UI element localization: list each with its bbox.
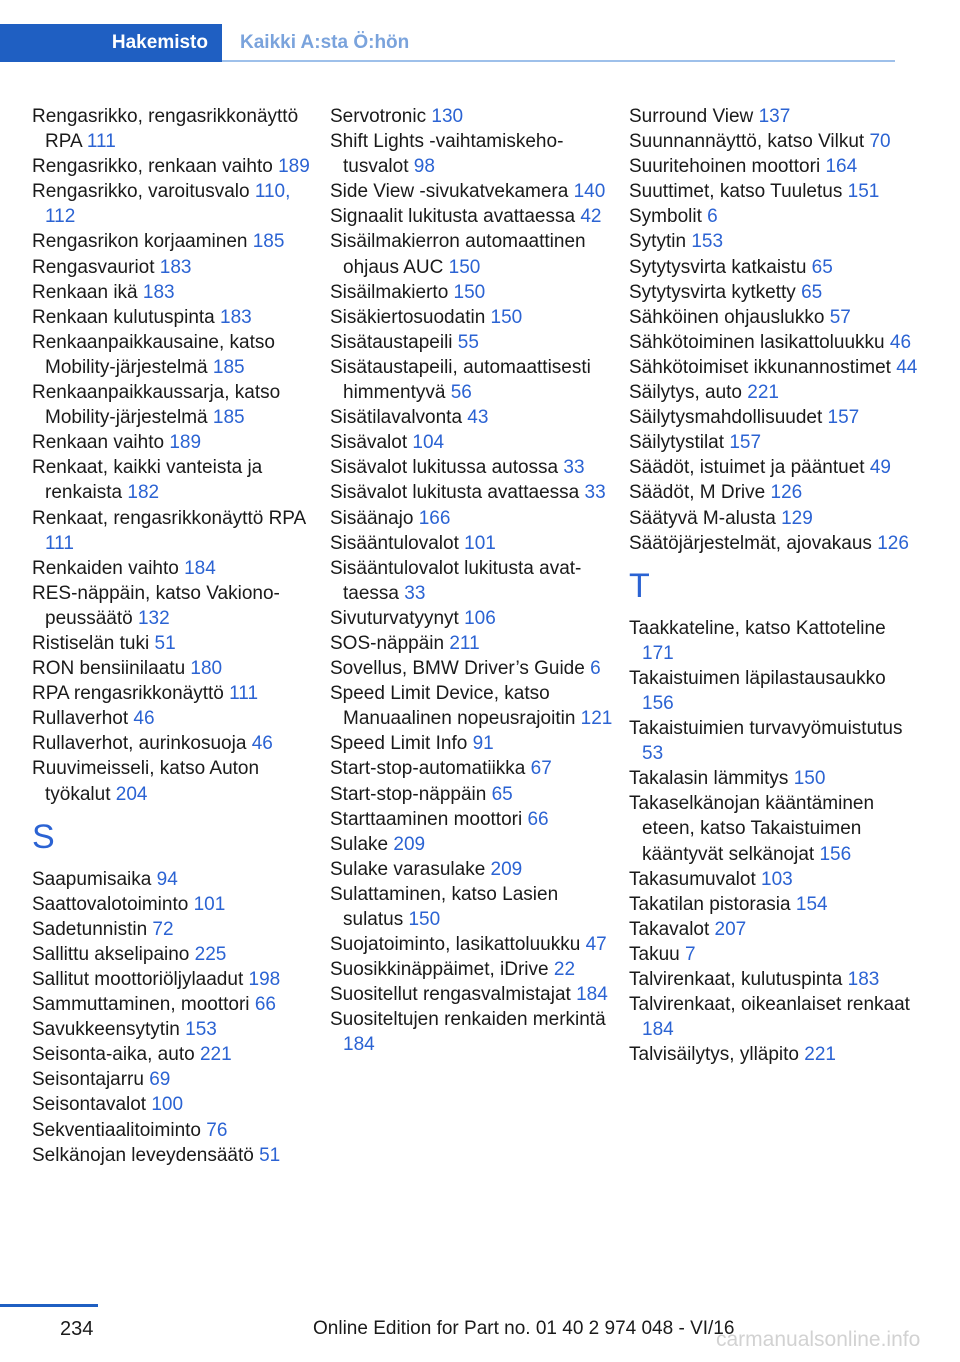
index-entry-page-link[interactable]: 22 — [553, 959, 576, 981]
index-entry-term: Saattovalotoiminto — [32, 893, 194, 915]
index-entry — [629, 104, 919, 129]
index-entry-term: Rengasrikko, rengasrikkonäyttö RPA — [32, 106, 299, 153]
index-entry — [330, 506, 620, 531]
index-entry — [629, 405, 919, 430]
index-entry-page-link[interactable]: 171 — [642, 642, 674, 664]
index-entry-page-link[interactable]: 6 — [707, 206, 718, 228]
index-entry-term: Selkänojan leveydensäätö — [32, 1144, 260, 1166]
index-entry-term: Säätöjärjestelmät, ajovakaus — [629, 532, 878, 554]
index-entry-term: Shift Lights -vaihtamiskehotusvalot — [330, 131, 564, 178]
index-entry-term: Sallitut moottoriöljylaadut — [32, 969, 249, 990]
index-entry-page-link[interactable]: 198 — [248, 969, 281, 990]
index-entry — [32, 1143, 322, 1168]
index-entry — [330, 957, 620, 982]
index-entry-page-link[interactable]: 111 — [86, 131, 116, 153]
index-entry-page-link[interactable]: 101 — [193, 893, 226, 915]
index-entry-page-link[interactable]: 153 — [185, 1019, 217, 1041]
index-entry-page-link[interactable]: 157 — [827, 407, 860, 429]
index-entry-page-link[interactable]: 150 — [448, 256, 481, 278]
index-entry — [629, 154, 919, 179]
index-entry — [32, 656, 322, 681]
index-entry — [330, 179, 620, 204]
index-entry-term: Renkaan ikä — [32, 281, 143, 303]
index-entry-term: Signaalit lukitusta avattaessa — [330, 206, 581, 228]
index-entry-page-link[interactable]: 182 — [127, 482, 160, 504]
index-entry — [330, 681, 620, 731]
index-entry-page-link[interactable]: 111 — [45, 532, 74, 554]
index-entry-page-link[interactable]: 111 — [229, 683, 259, 705]
index-entry-term: Sulake varasulake — [330, 858, 491, 880]
index-entry — [32, 992, 322, 1017]
index-entry — [32, 506, 322, 556]
index-entry-page-link[interactable]: 151 — [847, 181, 880, 203]
index-entry-page-link[interactable]: 129 — [781, 507, 813, 529]
index-entry-page-link[interactable]: 207 — [714, 918, 747, 940]
index-entry — [32, 380, 322, 430]
index-entry-page-link[interactable]: 126 — [877, 532, 909, 554]
index-entry — [629, 616, 919, 666]
index-entry-page-link[interactable]: 140 — [573, 181, 606, 203]
index-entry-term: Säätyvä M-alusta — [629, 507, 782, 529]
index-entry-term: Saapumisaika — [32, 868, 157, 890]
index-entry-term: Sähköinen ohjauslukko — [629, 306, 830, 328]
index-entry — [32, 1067, 322, 1092]
index-entry-term: Takaistuimien turvavyömuistutus — [629, 718, 903, 740]
index-entry-term: Sovellus, BMW Driver’s Guide — [330, 658, 591, 680]
index-entry-page-link[interactable]: 184 — [576, 984, 608, 1006]
index-entry-term: Sisätaustapeili — [330, 331, 458, 353]
index-column-3 — [629, 104, 919, 1067]
index-entry-term: Sadetunnistin — [32, 918, 153, 940]
index-entry-page-link[interactable]: 46 — [133, 708, 155, 730]
page-number: 234 — [60, 1318, 94, 1340]
index-entry-term: Sisävalot — [330, 432, 413, 454]
tab-a-to-z[interactable] — [240, 24, 409, 62]
index-entry — [629, 204, 919, 229]
index-entry-page-link[interactable]: 6 — [590, 658, 601, 680]
index-entry-page-link[interactable]: 55 — [457, 331, 479, 353]
index-entry — [330, 104, 620, 129]
index-entry-page-link[interactable]: 184 — [642, 1019, 674, 1041]
index-entry-term: Renkaan vaihto — [32, 432, 170, 454]
index-entry-term: Rengasrikon korjaaminen — [32, 231, 253, 253]
index-entry-page-link[interactable]: 47 — [585, 934, 607, 956]
index-entry-term: Sallittu akselipaino — [32, 943, 195, 965]
index-entry — [32, 942, 322, 967]
index-entry-page-link[interactable]: 126 — [770, 482, 803, 504]
index-entry-page-link[interactable]: 94 — [156, 868, 178, 890]
index-entry — [629, 942, 919, 967]
index-entry-term: Sisäilmakierron automaattinen ohjaus AUC — [330, 231, 586, 278]
index-entry — [330, 305, 620, 330]
index-entry-term: Sisävalot lukitusta avattaessa — [330, 482, 585, 504]
index-entry-term: Takaistuimen läpilastausaukko — [629, 667, 886, 689]
index-entry-page-link[interactable]: 98 — [413, 156, 435, 178]
index-entry-page-link[interactable]: 46 — [889, 331, 912, 353]
index-entry-page-link[interactable]: 225 — [194, 943, 227, 965]
index-entry-term: Taakkateline, katso Kattoteline — [629, 617, 886, 639]
index-entry-page-link[interactable]: 184 — [184, 557, 216, 579]
index-entry-page-link[interactable]: 103 — [761, 868, 793, 890]
index-entry-page-link[interactable]: 132 — [137, 607, 170, 629]
index-entry-term: Renkaat, kaikki vanteista ja renkaista — [32, 457, 263, 504]
index-entry-page-link[interactable]: 189 — [278, 156, 310, 178]
index-entry-page-link[interactable]: 180 — [190, 658, 223, 680]
index-entry-page-link[interactable]: 43 — [467, 407, 489, 429]
index-entry-term: Sisääntulovalot — [330, 532, 465, 554]
index-entry-page-link[interactable]: 65 — [811, 256, 833, 278]
index-entry-page-link[interactable]: 76 — [206, 1119, 228, 1141]
index-entry-page-link[interactable]: 130 — [431, 106, 464, 127]
index-entry-term: Sulake — [330, 833, 394, 855]
index-entry — [629, 666, 919, 716]
index-entry-term: Start-stop-näppäin — [330, 783, 492, 805]
index-entry-term: RPA rengasrikkonäyttö — [32, 683, 230, 705]
index-entry-term: Servotronic — [330, 106, 432, 127]
index-entry — [32, 731, 322, 756]
index-entry-page-link[interactable]: 101 — [464, 532, 496, 554]
index-entry-page-link[interactable]: 164 — [825, 156, 858, 178]
index-entry — [330, 405, 620, 430]
index-entry-term: Takalasin lämmitys — [629, 768, 794, 790]
index-entry-page-link[interactable]: 185 — [212, 356, 245, 378]
index-entry-term: Rullaverhot, aurinkosuoja — [32, 733, 252, 755]
index-entry — [629, 531, 919, 556]
index-entry-page-link[interactable]: 106 — [464, 607, 496, 629]
index-entry — [330, 932, 620, 957]
index-entry — [629, 380, 919, 405]
index-entry-term: Talvirenkaat, kulutuspinta — [629, 969, 848, 990]
index-entry-term: Suunnannäyttö, katso Vilkut — [629, 131, 870, 153]
index-entry-page-link[interactable]: 65 — [491, 783, 513, 805]
index-entry — [330, 807, 620, 832]
index-entry — [32, 330, 322, 380]
index-entry — [32, 706, 322, 731]
index-entry — [32, 280, 322, 305]
index-entry — [32, 892, 322, 917]
index-entry — [330, 280, 620, 305]
index-entry-term: Renkaiden vaihto — [32, 557, 185, 579]
index-entry — [330, 531, 620, 556]
index-entry — [32, 104, 322, 154]
footer-rule — [0, 1304, 98, 1307]
index-entry-page-link[interactable]: 150 — [793, 768, 826, 790]
tab-underline — [222, 60, 895, 62]
index-entry — [629, 255, 919, 280]
index-entry-term: Sulattaminen, katso Lasien sulatus — [330, 883, 559, 930]
index-entry-term: RON bensiinilaatu — [32, 658, 191, 680]
index-entry — [330, 480, 620, 505]
index-entry — [32, 1042, 322, 1067]
section-letter: T — [629, 566, 650, 605]
index-entry-page-link[interactable]: 166 — [418, 507, 451, 529]
index-entry-page-link[interactable]: 157 — [729, 432, 762, 454]
index-entry-page-link[interactable]: 69 — [149, 1069, 171, 1091]
index-entry-term: Sisäänajo — [330, 507, 419, 529]
index-entry-page-link[interactable]: 44 — [896, 356, 918, 378]
index-entry-term: Suojatoiminto, lasikattoluukku — [330, 934, 586, 956]
index-entry-page-link[interactable]: 110, 112 — [45, 181, 291, 228]
index-entry — [330, 982, 620, 1007]
index-entry-term: Ristiselän tuki — [32, 632, 155, 654]
index-entry — [629, 766, 919, 791]
index-entry-page-link[interactable]: 209 — [393, 833, 426, 855]
index-entry-term: Seisonta-aika, auto — [32, 1044, 200, 1066]
index-entry-term: Sisäilmakierto — [330, 281, 454, 303]
index-entry-term: Sisäkiertosuodatin — [330, 306, 491, 328]
watermark: carmanualsonline.info — [716, 1328, 921, 1351]
index-entry-term: RES-näppäin, katso Vakionopeussäätö — [32, 582, 280, 629]
index-entry-term: Suosikkinäppäimet, iDrive — [330, 959, 554, 981]
index-entry-page-link[interactable]: 221 — [199, 1044, 232, 1066]
index-entry — [32, 917, 322, 942]
index-entry-term: Sivuturvatyynyt — [330, 607, 465, 629]
index-entry-term: Suositellut rengasvalmistajat — [330, 984, 577, 1006]
index-entry — [330, 731, 620, 756]
index-entry — [32, 1092, 322, 1117]
index-entry — [629, 992, 919, 1042]
index-entry-page-link[interactable]: 72 — [152, 918, 174, 940]
index-entry-term: Renkaanpaikkausaine, katso Mobility-järjestelmä — [32, 331, 275, 378]
index-entry-page-link[interactable]: 70 — [869, 131, 891, 153]
index-entry — [330, 330, 620, 355]
index-entry-term: Sähkötoimiset ikkunannostimet — [629, 356, 897, 378]
index-entry — [330, 355, 620, 405]
index-entry-term: Suuttimet, katso Tuuletus — [629, 181, 848, 203]
tab-index-label: Hakemisto — [111, 32, 208, 53]
index-entry-page-link[interactable]: 66 — [527, 808, 549, 830]
index-entry — [32, 229, 322, 254]
index-entry — [330, 631, 620, 656]
index-entry-page-link[interactable]: 42 — [580, 206, 602, 228]
index-entry-page-link[interactable]: 51 — [259, 1144, 281, 1166]
index-entry-page-link[interactable]: 33 — [584, 482, 606, 504]
index-entry — [32, 255, 322, 280]
index-entry — [629, 867, 919, 892]
index-entry-term: Sisätilavalvonta — [330, 407, 468, 429]
index-entry-term: Sytytysvirta katkaistu — [629, 256, 812, 278]
index-entry-term: Rullaverhot — [32, 708, 134, 730]
index-entry — [32, 455, 322, 505]
index-entry-page-link[interactable]: 65 — [801, 281, 823, 303]
index-entry-term: Starttaaminen moottori — [330, 808, 528, 830]
index-entry-term: Renkaan kulutuspinta — [32, 306, 221, 328]
index-entry — [629, 280, 919, 305]
index-entry-page-link[interactable]: 185 — [252, 231, 285, 253]
index-entry-term: Ruuvimeisseli, katso Auton työkalut — [32, 758, 260, 805]
index-entry-term: Speed Limit Info — [330, 733, 473, 755]
index-entry-page-link[interactable]: 185 — [212, 407, 245, 429]
index-entry-term: Säädöt, istuimet ja pääntuet — [629, 457, 870, 479]
index-entry-term: Sisävalot lukitussa autossa — [330, 457, 564, 479]
index-entry-term: Takatilan pistorasia — [629, 893, 796, 915]
index-entry — [330, 606, 620, 631]
index-entry-page-link[interactable]: 211 — [449, 632, 480, 654]
index-entry — [32, 430, 322, 455]
index-entry-page-link[interactable]: 209 — [490, 858, 523, 880]
index-entry — [32, 867, 322, 892]
index-entry — [330, 455, 620, 480]
index-entry-page-link[interactable]: 137 — [758, 106, 791, 127]
edition-text: Online Edition for Part no. 01 40 2 974 048 - VI/16 — [313, 1318, 735, 1339]
index-entry-term: Side View -sivukatvekamera — [330, 181, 574, 203]
index-entry-term: Takasumuvalot — [629, 868, 762, 890]
index-entry-term: Takuu — [629, 943, 685, 965]
index-entry-page-link[interactable]: 183 — [847, 969, 880, 990]
index-entry-term: Suuritehoinen moottori — [629, 156, 826, 178]
index-entry-page-link[interactable]: 221 — [804, 1044, 836, 1066]
index-entry-page-link[interactable]: 204 — [115, 783, 148, 805]
index-entry — [330, 229, 620, 279]
index-entry — [629, 892, 919, 917]
index-entry-term: Seisontajarru — [32, 1069, 150, 1091]
index-entry-page-link[interactable]: 154 — [795, 893, 828, 915]
index-entry-term: Symbolit — [629, 206, 708, 228]
index-entry-term: Rengasrikko, renkaan vaihto — [32, 156, 279, 178]
index-entry-page-link[interactable]: 183 — [220, 306, 252, 328]
index-column-2 — [330, 104, 620, 1058]
index-entry-term: Säilytys, auto — [629, 382, 748, 404]
index-entry — [330, 129, 620, 179]
index-entry — [32, 756, 322, 806]
index-entry-term: Säilytysmahdollisuudet — [629, 407, 828, 429]
index-entry-term: Surround View — [629, 106, 759, 127]
index-entry-term: Takaselkänojan kääntäminen eteen, katso Takaistuimen kääntyvät selkänojat — [629, 793, 875, 865]
index-entry-term: Sammuttaminen, moottori — [32, 994, 255, 1016]
index-entry-page-link[interactable]: 156 — [819, 843, 852, 865]
index-entry-page-link[interactable]: 183 — [159, 256, 192, 278]
index-entry-page-link[interactable]: 121 — [580, 708, 613, 730]
index-entry — [330, 656, 620, 681]
index-entry — [32, 681, 322, 706]
index-entry-page-link[interactable]: 221 — [747, 382, 779, 404]
index-entry-page-link[interactable]: 7 — [684, 943, 696, 965]
index-entry — [629, 791, 919, 866]
index-entry-term: Rengasrikko, varoitusvalo — [32, 181, 255, 203]
index-entry-page-link[interactable]: 57 — [829, 306, 851, 328]
index-entry-term: Speed Limit Device, katso Manuaalinen nopeusrajoitin — [330, 683, 581, 730]
index-entry — [629, 305, 919, 330]
index-entry-page-link[interactable]: 184 — [343, 1034, 375, 1056]
index-entry-term: Sähkötoiminen lasikattoluukku — [629, 331, 890, 353]
index-entry — [629, 355, 919, 380]
index-entry — [629, 129, 919, 154]
tab-a-to-z-label: Kaikki A:sta Ö:hön — [240, 32, 410, 53]
index-entry — [330, 1007, 620, 1057]
index-entry — [629, 229, 919, 254]
index-entry — [32, 154, 322, 179]
index-entry-page-link[interactable]: 150 — [490, 306, 523, 328]
index-entry-term: Renkaanpaikkaussarja, katso Mobility-järjestelmä — [32, 382, 281, 429]
index-entry — [629, 967, 919, 992]
index-entry-page-link[interactable]: 150 — [453, 281, 486, 303]
index-entry — [629, 480, 919, 505]
index-entry — [629, 179, 919, 204]
index-entry — [330, 882, 620, 932]
index-entry — [629, 1042, 919, 1067]
index-entry-page-link[interactable]: 66 — [254, 994, 276, 1016]
index-entry-page-link[interactable]: 91 — [472, 733, 494, 755]
index-entry — [629, 716, 919, 766]
tab-index[interactable] — [0, 24, 222, 62]
index-entry — [330, 756, 620, 781]
index-entry — [32, 556, 322, 581]
index-entry-page-link[interactable]: 150 — [408, 909, 441, 930]
index-entry — [629, 506, 919, 531]
index-entry-term: Sisääntulovalot lukitusta avattaessa — [330, 557, 582, 604]
index-entry — [32, 179, 322, 229]
index-column-1 — [32, 104, 322, 1168]
index-entry — [330, 430, 620, 455]
index-entry-page-link[interactable]: 100 — [151, 1094, 184, 1116]
index-entry-term: Sekventiaalitoiminto — [32, 1119, 207, 1141]
header-tabs — [0, 24, 895, 62]
index-entry — [32, 581, 322, 631]
index-entry-page-link[interactable]: 33 — [563, 457, 585, 479]
index-entry — [32, 305, 322, 330]
index-entry-page-link[interactable]: 156 — [642, 692, 674, 714]
index-entry-page-link[interactable]: 189 — [169, 432, 202, 454]
index-entry-term: Seisontavalot — [32, 1094, 152, 1116]
index-entry — [32, 1118, 322, 1143]
index-entry-term: Takavalot — [629, 918, 715, 940]
index-entry-term: Talvisäilytys, ylläpito — [629, 1044, 805, 1066]
index-entry — [32, 967, 322, 992]
index-entry-page-link[interactable]: 33 — [404, 582, 426, 604]
index-entry-term: Sisätaustapeili, automaattisesti himmentyvä — [330, 356, 591, 404]
index-entry-term: Talvirenkaat, oikeanlaiset renkaat — [629, 994, 910, 1016]
index-entry-term: Suositeltujen renkaiden merkintä — [330, 1009, 606, 1031]
index-entry — [629, 430, 919, 455]
index-entry — [330, 556, 620, 606]
index-entry-page-link[interactable]: 104 — [412, 432, 445, 454]
index-entry — [330, 204, 620, 229]
index-entry-page-link[interactable]: 183 — [142, 281, 175, 303]
index-entry — [330, 782, 620, 807]
index-entry-page-link[interactable]: 153 — [691, 231, 724, 253]
index-entry-page-link[interactable]: 67 — [530, 758, 552, 780]
index-entry-term: SOS-näppäin — [330, 632, 450, 654]
index-entry-term: Säilytystilat — [629, 432, 730, 454]
section-letter: S — [32, 817, 55, 856]
index-entry-page-link[interactable]: 51 — [154, 632, 176, 654]
index-entry — [629, 455, 919, 480]
index-entry-page-link[interactable]: 49 — [869, 457, 891, 479]
index-entry — [330, 832, 620, 857]
index-entry — [32, 631, 322, 656]
index-entry — [32, 1017, 322, 1042]
index-entry-term: Start-stop-automatiikka — [330, 758, 531, 780]
index-entry-term: Sytytin — [629, 231, 692, 253]
index-entry-page-link[interactable]: 53 — [642, 743, 664, 765]
index-entry — [629, 917, 919, 942]
index-entry-page-link[interactable]: 56 — [450, 382, 472, 404]
index-entry-term: Sytytysvirta kytketty — [629, 281, 802, 303]
index-entry-term: Rengasvauriot — [32, 256, 160, 278]
index-entry — [629, 330, 919, 355]
index-entry-term: Säädöt, M Drive — [629, 482, 771, 504]
index-entry-term: Savukkeensytytin — [32, 1019, 186, 1041]
index-entry-page-link[interactable]: 46 — [251, 733, 273, 755]
index-entry — [330, 857, 620, 882]
index-entry-term: Renkaat, rengasrikkonäyttö RPA — [32, 507, 306, 529]
